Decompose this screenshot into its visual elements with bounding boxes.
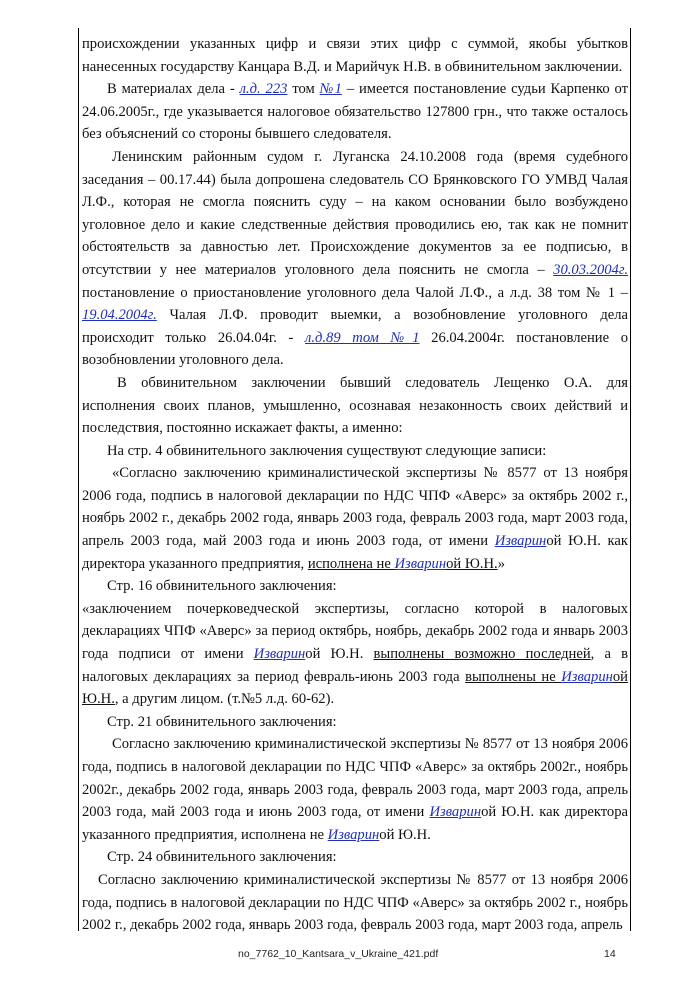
text-span: ой Ю.Н. — [446, 555, 498, 572]
text-span: выполнены не — [465, 668, 562, 685]
underlined-text — [308, 556, 498, 572]
text-span: «Согласно заключению криминалистической экспертизы № 8577 от 13 ноября 2006 года, подпись в налоговой декларации по НДС ЧПФ «Аверс» за октябрь 2002 г., ноябрь 2002 г., декабрь 2002 года, январь 2003 года, февраль 2003 года, март 2003 года, апрель 2003 года, май 2003 года и июнь 2003 года, от имени — [82, 465, 628, 550]
text-span: Согласно заключению криминалистической экспертизы № 8577 от 13 ноября 2006 года, подпись в налоговой декларации по НДС ЧПФ «Аверс» за октябрь 2002г., ноябрь 2002г., декабрь 2002 года, январь 2003 года, февраль 2003 года, март 2003 года, апрель 2003 года, май 2003 года и июнь 2003 года, от имени — [82, 736, 628, 821]
paragraph-1: происхождении указанных цифр и связи этих цифр с суммой, якобы убытков нанесенных государству Канцара В.Д. и Марийчук Н.В. в обвинительном заключении. — [82, 36, 628, 75]
text-span: ой Ю.Н. — [82, 668, 628, 708]
page-number: 14 — [604, 948, 616, 960]
paragraph-11: Стр. 24 обвинительного заключения: — [107, 849, 337, 866]
document-body — [82, 33, 628, 937]
name-link-1[interactable]: Изварин — [494, 533, 547, 550]
paragraph-9: Стр. 21 обвинительного заключения: — [107, 713, 337, 730]
text-span: «заключением почерковедческой экспертизы, согласно которой в налоговых декларациях ЧПФ «Аверс» за период октябрь, ноябрь, декабрь 2002 года и январь 2003 года подписи от имени — [82, 600, 628, 663]
text-span: 26.04.2004г. постановление о возобновлении уголовного дела. — [82, 329, 628, 369]
date-link-1[interactable]: 30.03.2004г. — [553, 261, 628, 278]
text-span: , а в налоговых декларациях за период февраль-июнь 2003 года — [82, 646, 628, 685]
paragraph-8 — [82, 598, 628, 711]
underlined-text: выполнены возможно последней — [373, 646, 591, 663]
paragraph-10 — [82, 733, 628, 846]
volume-link[interactable]: №1 — [319, 81, 342, 98]
paragraph-7: Стр. 16 обвинительного заключения: — [107, 578, 337, 595]
text-span: В материалах дела - — [107, 81, 240, 98]
name-link-5[interactable]: Изварин — [429, 804, 482, 821]
name-link-6[interactable]: Изварин — [327, 826, 380, 843]
name-link-4[interactable]: Изварин — [561, 668, 613, 685]
text-span: постановление о приостановление уголовного дела Чалой Л.Ф., а л.д. 38 том № 1 – — [82, 284, 628, 301]
text-span: том — [287, 81, 320, 98]
text-span: ой Ю.Н. как директора указанного предприятия, — [82, 533, 628, 572]
text-span: Чалая Л.Ф. проводит выемки, а возобновление уголовного дела происходит только 26.04.04г. - — [82, 307, 628, 346]
name-link-2[interactable]: Изварин — [394, 555, 447, 572]
text-span: ой Ю.Н. — [379, 826, 431, 843]
footer-filename: no_7762_10_Kantsara_v_Ukraine_421.pdf — [238, 948, 439, 960]
case-file-link[interactable]: л.д. 223 — [239, 81, 288, 98]
text-span: исполнена не — [307, 555, 395, 572]
text-span: , а другим лицом. (т.№5 л.д. 60-62). — [114, 691, 335, 708]
date-link-2[interactable]: 19.04.2004г. — [82, 307, 157, 324]
text-span: Ленинским районным судом г. Луганска 24.10.2008 года (время судебного заседания – 00.17.44) была допрошена следователь СО Брянковского ГО УМВД Чалая Л.Ф., которая не смогла пояснить суду – на каком основании было возбуждено уголовное дело и какие следственные действия проводились ею, так как не помнит обстоятельств за давностью лет. Происхождение документов за ее подписью, в отсутствии у нее материалов уголовного дела пояснить не смогла – — [82, 148, 628, 278]
case-file-link-2[interactable]: л.д.89 том №1 — [305, 329, 420, 346]
paragraph-12: Согласно заключению криминалистической экспертизы № 8577 от 13 ноября 2006 года, подпись в налоговой декларации по НДС ЧПФ «Аверс» за октябрь 2002 г., ноябрь 2002 г., декабрь 2002 года, январь 2003 года, февраль 2003 года, март 2003 года, апрель — [82, 871, 628, 934]
text-span: – имеется постановление судьи Карпенко от 24.06.2005г., где указывается налоговое обязательство 127800 грн., что также осталось без объяснений со стороны бывшего следователя. — [82, 81, 628, 143]
text-span: » — [497, 555, 505, 572]
paragraph-2 — [82, 78, 628, 146]
name-link-3[interactable]: Изварин — [253, 646, 306, 663]
paragraph-6 — [82, 462, 628, 575]
paragraph-5: На стр. 4 обвинительного заключения существуют следующие записи: — [107, 442, 547, 459]
paragraph-3 — [82, 146, 628, 372]
paragraph-4: В обвинительном заключении бывший следователь Лещенко О.А. для исполнения своих планов, умышленно, осознавая незаконность своих действий и последствия, постоянно искажает факты, а именно: — [82, 374, 628, 437]
text-span: ой Ю.Н. — [305, 646, 374, 663]
text-span: ой Ю.Н. как директора указанного предприятия, исполнена не — [82, 804, 628, 843]
